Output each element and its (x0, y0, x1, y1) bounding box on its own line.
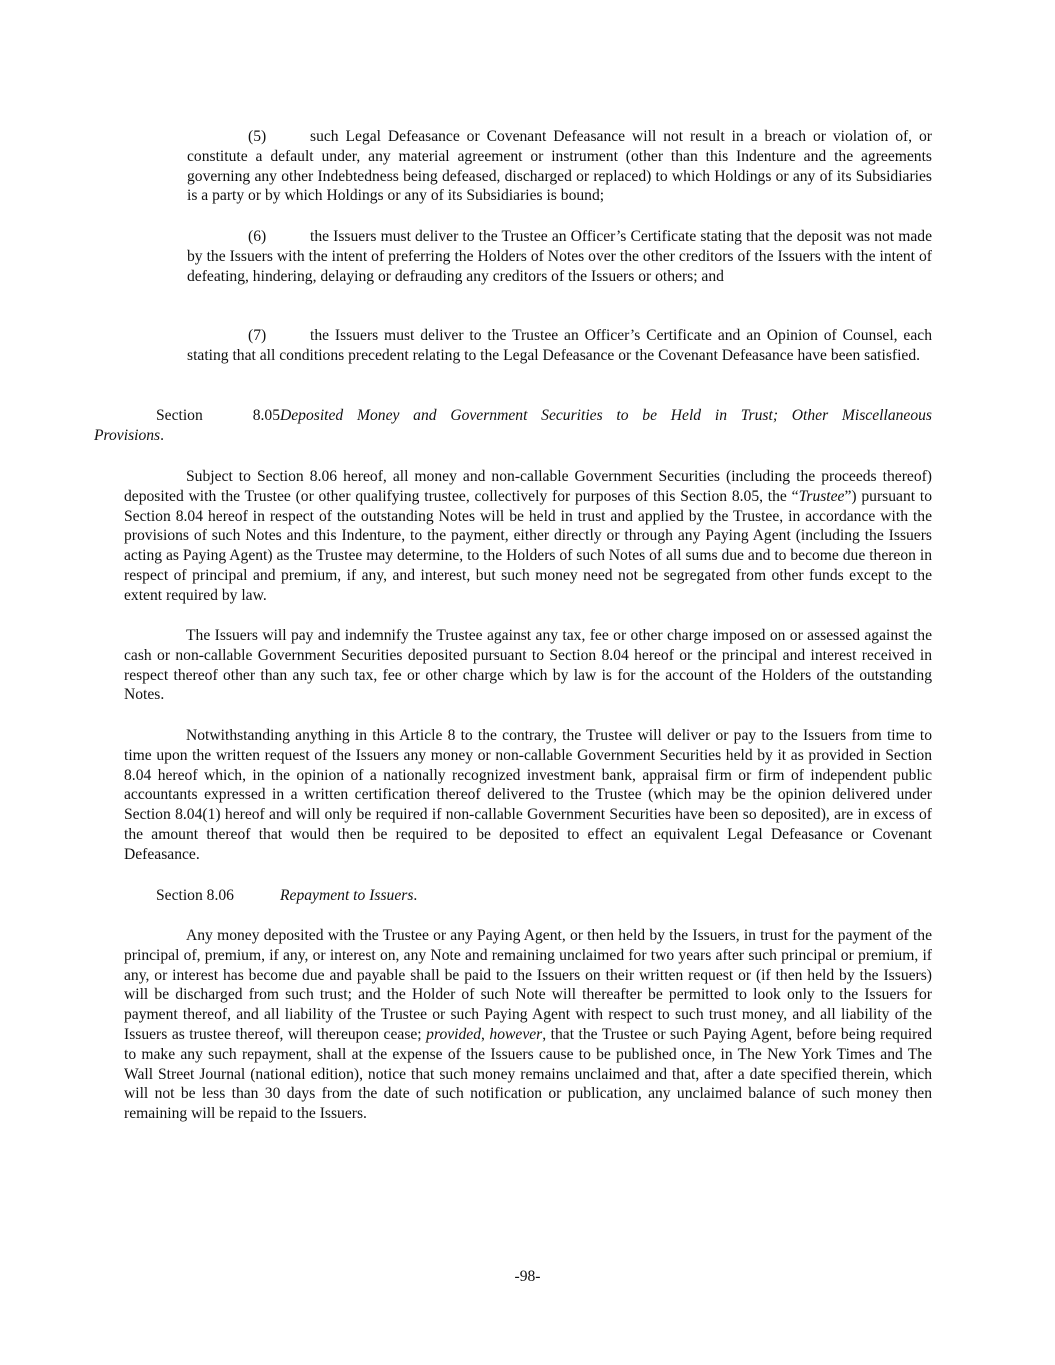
list-item-6 (187, 227, 932, 286)
section-8-05-heading-cont: Provisions. (94, 427, 165, 444)
page-number: -98- (514, 1268, 541, 1285)
list-item-text: the Issuers must deliver to the Trustee an Officer’s Certificate stating that the deposit was not made by the Issuers with the intent of preferring the Holders of Notes over the other creditors of the Issuers with the intent of defeating, hindering, delaying or defrauding any creditors of the Issuers or others; and (187, 228, 932, 285)
section-label: Section 8.06 (156, 887, 234, 904)
section-8-06-heading: Section 8.06 Repayment to Issuers. (156, 887, 418, 904)
paragraph-trust-deposit: Subject to Section 8.06 hereof, all money and non-callable Government Securities (including the proceeds thereof) deposited with the Trustee (or other qualifying trustee, collectively for purposes of this Section 8.05, the “Trustee”) pursuant to Section 8.04 hereof in respect of the outstanding Notes will be held in trust and applied by the Trustee, in accordance with the provisions of such Notes and this Indenture, to the payment, either directly or through any Paying Agent (including the Issuers acting as Paying Agent) as the Trustee may determine, to the Holders of such Notes of all sums due and to become due thereon in respect of principal and premium, if any, and interest, but such money need not be segregated from other funds except to the extent required by law. (124, 468, 932, 604)
section-8-05-heading (156, 406, 932, 426)
defined-term: Trustee (798, 487, 845, 505)
paragraph-repayment: Any money deposited with the Trustee or any Paying Agent, or then held by the Issuers, in trust for the payment of the principal of, premium, if any, or interest on, any Note and remaining unclaimed for two years after such principal or premium, if any, or interest has become due and payable shall be paid to the Issuers on their written request or (if then held by the Issuers) will be discharged from such trust; and the Holder of such Note will thereafter be permitted to look only to the Issuers for payment thereof, and all liability of the Trustee or such Paying Agent with respect to such trust money, and all liability of the Issuers as trustee thereof, will thereupon cease; provided, however, that the Trustee or such Paying Agent, before being required to make any such repayment, shall at the expense of the Issuers cause to be published once, in The New York Times and The Wall Street Journal (national edition), notice that such money remains unclaimed and that, after a date specified therein, which will not be less than 30 days from the date of such notification or publication, any unclaimed balance of such money then remaining will be repaid to the Issuers. (124, 927, 933, 1123)
list-item-text: the Issuers must deliver to the Trustee an Officer’s Certificate and an Opinion of Counsel, each stating that all conditions precedent relating to the Legal Defeasance or the Covenant Defeasance have been satisfied. (187, 327, 932, 364)
section-title: Deposited Money and Government Securities to be Held in Trust; Other Miscellaneous (280, 407, 932, 424)
list-item-text: such Legal Defeasance or Covenant Defeasance will not result in a breach or violation of, or constitute a default under, any material agreement or instrument (other than this Indenture and the agreements governing any other Indebtedness being defeased, discharged or replaced) to which Holdings or any of its Subsidiaries is a party or by which Holdings or any of its Subsidiaries is bound; (187, 128, 932, 205)
list-item-number: (7) (248, 327, 267, 344)
list-item-number: (5) (248, 128, 267, 145)
list-item-7 (187, 326, 932, 366)
paragraph-notwithstanding: Notwithstanding anything in this Article 8 to the contrary, the Trustee will deliver or pay to the Issuers from time to time upon the written request of the Issuers any money or non-callable Government Securities held by it as provided in Section 8.04 hereof which, in the opinion of a nationally recognized investment bank, appraisal firm or firm of independent public accountants expressed in a written certification thereof delivered to the Trustee (which may be the opinion delivered under Section 8.04(1) hereof and will only be required if non-callable Government Securities have been so deposited), are in excess of the amount thereof that would then be required to be deposited to effect an equivalent Legal Defeasance or Covenant Defeasance. (124, 727, 932, 863)
section-title-continued: Provisions (94, 427, 161, 444)
paragraph-indemnify: The Issuers will pay and indemnify the Trustee against any tax, fee or other charge imposed on or assessed against the cash or non-callable Government Securities deposited pursuant to Section 8.04 hereof or the principal and interest received in respect thereof other than any such tax, fee or other charge which by law is for the account of the Holders of the outstanding Notes. (124, 627, 932, 704)
section-title: Repayment to Issuers (280, 887, 414, 904)
section-label: Section 8.05 (156, 407, 280, 424)
list-item-number: (6) (248, 228, 267, 245)
list-item-5 (187, 127, 932, 206)
